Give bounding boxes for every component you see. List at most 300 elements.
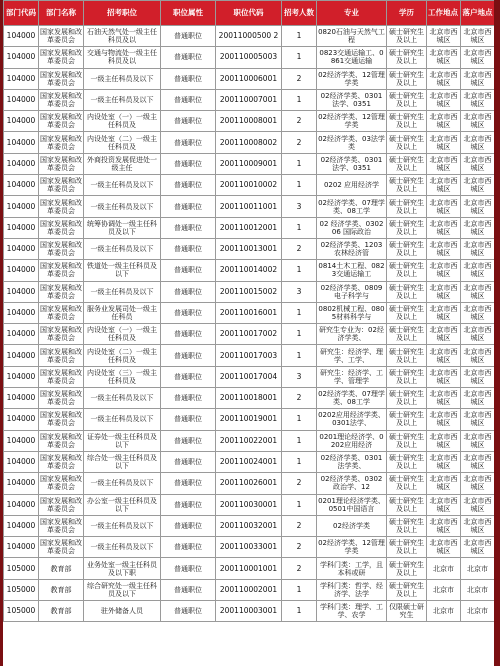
cell-position[interactable]: 一级主任科员及以下 <box>84 281 161 302</box>
cell-headcount[interactable]: 3 <box>282 366 317 387</box>
cell-dept-code[interactable]: 104000 <box>4 324 39 345</box>
cell-hukou-location[interactable]: 北京市西城区 <box>461 515 495 536</box>
cell-work-location[interactable]: 北京市西城区 <box>427 451 461 472</box>
cell-dept-name[interactable]: 国家发展和改革委员会 <box>39 430 84 451</box>
cell-education[interactable]: 硕士研究生及以上 <box>387 47 427 68</box>
cell-work-location[interactable]: 北京市西城区 <box>427 324 461 345</box>
cell-position-code[interactable]: 200110001001 <box>216 558 282 579</box>
cell-work-location[interactable]: 北京市西城区 <box>427 494 461 515</box>
cell-dept-code[interactable]: 104000 <box>4 515 39 536</box>
cell-work-location[interactable]: 北京市 <box>427 601 461 622</box>
cell-major[interactable]: 02经济学类、07理学类、08工学 <box>317 388 387 409</box>
cell-work-location[interactable]: 北京市西城区 <box>427 345 461 366</box>
cell-position[interactable]: 交通与物流处一级主任科员及以 <box>84 47 161 68</box>
cell-position-attr[interactable]: 普通职位 <box>161 175 216 196</box>
cell-dept-name[interactable]: 国家发展和改革委员会 <box>39 153 84 174</box>
cell-dept-name[interactable]: 国家发展和改革委员会 <box>39 281 84 302</box>
cell-hukou-location[interactable]: 北京市西城区 <box>461 537 495 558</box>
cell-position[interactable]: 一级主任科员及以下 <box>84 409 161 430</box>
cell-position-code[interactable]: 200110009001 <box>216 153 282 174</box>
cell-hukou-location[interactable]: 北京市西城区 <box>461 451 495 472</box>
cell-headcount[interactable]: 2 <box>282 537 317 558</box>
cell-position[interactable]: 综合处一级主任科员及以下 <box>84 451 161 472</box>
cell-dept-code[interactable]: 105000 <box>4 601 39 622</box>
cell-dept-name[interactable]: 国家发展和改革委员会 <box>39 473 84 494</box>
cell-dept-code[interactable]: 104000 <box>4 89 39 110</box>
cell-education[interactable]: 硕士研究生及以上 <box>387 515 427 536</box>
cell-headcount[interactable]: 2 <box>282 132 317 153</box>
cell-position-code[interactable]: 200110003001 <box>216 601 282 622</box>
cell-education[interactable]: 硕士研究生及以上 <box>387 558 427 579</box>
cell-education[interactable]: 硕士研究生及以上 <box>387 26 427 47</box>
cell-headcount[interactable]: 1 <box>282 579 317 600</box>
cell-position-attr[interactable]: 普通职位 <box>161 537 216 558</box>
cell-position-code[interactable]: 200110006001 <box>216 68 282 89</box>
cell-dept-code[interactable]: 104000 <box>4 175 39 196</box>
cell-major[interactable]: 学科门类：哲学、经济学、法学 <box>317 579 387 600</box>
cell-headcount[interactable]: 2 <box>282 558 317 579</box>
cell-position[interactable]: 一级主任科员及以下 <box>84 473 161 494</box>
header-dept-code[interactable]: 部门代码 <box>4 1 39 26</box>
cell-headcount[interactable]: 1 <box>282 409 317 430</box>
cell-position-attr[interactable]: 普通职位 <box>161 579 216 600</box>
table-row <box>4 324 495 345</box>
cell-major[interactable]: 02经济学类、03法学类 <box>317 132 387 153</box>
cell-education[interactable]: 仅限硕士研究生 <box>387 601 427 622</box>
cell-dept-code[interactable]: 104000 <box>4 281 39 302</box>
cell-dept-name[interactable]: 国家发展和改革委员会 <box>39 217 84 238</box>
cell-headcount[interactable]: 1 <box>282 153 317 174</box>
cell-headcount[interactable]: 1 <box>282 260 317 281</box>
cell-dept-code[interactable]: 104000 <box>4 451 39 472</box>
cell-position[interactable]: 驻外储备人员 <box>84 601 161 622</box>
cell-dept-name[interactable]: 国家发展和改革委员会 <box>39 26 84 47</box>
cell-education[interactable]: 硕士研究生及以上 <box>387 217 427 238</box>
cell-dept-code[interactable]: 104000 <box>4 153 39 174</box>
header-hukou-location[interactable]: 落户地点 <box>461 1 495 26</box>
table-row <box>4 451 495 472</box>
cell-position-code[interactable]: 200110017002 <box>216 324 282 345</box>
cell-hukou-location[interactable]: 北京市西城区 <box>461 217 495 238</box>
cell-education[interactable]: 硕士研究生及以上 <box>387 494 427 515</box>
cell-position[interactable]: 铁道处一级主任科员及以下 <box>84 260 161 281</box>
cell-dept-name[interactable]: 国家发展和改革委员会 <box>39 175 84 196</box>
cell-work-location[interactable]: 北京市西城区 <box>427 68 461 89</box>
cell-major[interactable]: 02经济学类、0301法学、0351 <box>317 153 387 174</box>
cell-position-attr[interactable]: 普通职位 <box>161 473 216 494</box>
cell-position-attr[interactable]: 普通职位 <box>161 345 216 366</box>
cell-major[interactable]: 学科门类：工学，且本科或研 <box>317 558 387 579</box>
cell-hukou-location[interactable]: 北京市西城区 <box>461 260 495 281</box>
table-row <box>4 345 495 366</box>
cell-dept-name[interactable]: 国家发展和改革委员会 <box>39 388 84 409</box>
cell-education[interactable]: 硕士研究生及以上 <box>387 473 427 494</box>
cell-position-attr[interactable]: 普通职位 <box>161 132 216 153</box>
cell-dept-name[interactable]: 国家发展和改革委员会 <box>39 451 84 472</box>
cell-dept-code[interactable]: 104000 <box>4 217 39 238</box>
cell-work-location[interactable]: 北京市西城区 <box>427 26 461 47</box>
cell-education[interactable]: 硕士研究生及以上 <box>387 537 427 558</box>
cell-position-code[interactable]: 200110005003 <box>216 47 282 68</box>
cell-work-location[interactable]: 北京市 <box>427 579 461 600</box>
cell-dept-name[interactable]: 教育部 <box>39 601 84 622</box>
cell-position-code[interactable]: 200110017003 <box>216 345 282 366</box>
cell-work-location[interactable]: 北京市西城区 <box>427 217 461 238</box>
header-dept-name[interactable]: 部门名称 <box>39 1 84 26</box>
cell-dept-name[interactable]: 国家发展和改革委员会 <box>39 238 84 259</box>
cell-position[interactable]: 办公室一级主任科员及以下 <box>84 494 161 515</box>
cell-headcount[interactable]: 1 <box>282 47 317 68</box>
cell-dept-name[interactable]: 教育部 <box>39 579 84 600</box>
cell-major[interactable]: 学科门类：理学、工学、农学 <box>317 601 387 622</box>
cell-headcount[interactable]: 2 <box>282 473 317 494</box>
cell-work-location[interactable]: 北京市西城区 <box>427 537 461 558</box>
cell-hukou-location[interactable]: 北京市西城区 <box>461 196 495 217</box>
cell-work-location[interactable]: 北京市西城区 <box>427 153 461 174</box>
job-table <box>3 0 494 622</box>
cell-hukou-location[interactable]: 北京市西城区 <box>461 324 495 345</box>
cell-position-attr[interactable]: 普通职位 <box>161 68 216 89</box>
cell-headcount[interactable]: 1 <box>282 601 317 622</box>
cell-position-code[interactable]: 200110014002 <box>216 260 282 281</box>
cell-hukou-location[interactable]: 北京市西城区 <box>461 111 495 132</box>
cell-position-attr[interactable]: 普通职位 <box>161 451 216 472</box>
cell-major[interactable]: 02 经济学类、030206 国际政治 <box>317 217 387 238</box>
cell-work-location[interactable]: 北京市西城区 <box>427 281 461 302</box>
cell-position-code[interactable]: 200110015002 <box>216 281 282 302</box>
cell-dept-name[interactable]: 国家发展和改革委员会 <box>39 302 84 323</box>
cell-dept-code[interactable]: 104000 <box>4 26 39 47</box>
cell-position-attr[interactable]: 普通职位 <box>161 366 216 387</box>
cell-education[interactable]: 硕士研究生及以上 <box>387 89 427 110</box>
header-position[interactable]: 招考职位 <box>84 1 161 26</box>
cell-position-code[interactable]: 200110013001 <box>216 238 282 259</box>
cell-hukou-location[interactable]: 北京市西城区 <box>461 153 495 174</box>
cell-major[interactable]: 0201理论经济学、0202应用经济 <box>317 430 387 451</box>
cell-position[interactable]: 外商投资发展促进处一级主任 <box>84 153 161 174</box>
cell-work-location[interactable]: 北京市 <box>427 558 461 579</box>
cell-hukou-location[interactable]: 北京市西城区 <box>461 175 495 196</box>
cell-headcount[interactable]: 2 <box>282 388 317 409</box>
cell-major[interactable]: 0823交通运输工、0861交通运输 <box>317 47 387 68</box>
cell-work-location[interactable]: 北京市西城区 <box>427 515 461 536</box>
cell-dept-name[interactable]: 国家发展和改革委员会 <box>39 260 84 281</box>
cell-education[interactable]: 硕士研究生及以上 <box>387 409 427 430</box>
cell-dept-code[interactable]: 104000 <box>4 366 39 387</box>
cell-dept-code[interactable]: 104000 <box>4 68 39 89</box>
cell-dept-name[interactable]: 国家发展和改革委员会 <box>39 89 84 110</box>
cell-dept-code[interactable]: 104000 <box>4 494 39 515</box>
table-row <box>4 196 495 217</box>
cell-major[interactable]: 02经济学类 <box>317 515 387 536</box>
cell-major[interactable]: 02经济学类、0301法学、0351 <box>317 89 387 110</box>
cell-position[interactable]: 一级主任科员及以下 <box>84 68 161 89</box>
cell-hukou-location[interactable]: 北京市西城区 <box>461 302 495 323</box>
cell-major[interactable]: 02经济学类、1203农林经济管 <box>317 238 387 259</box>
cell-headcount[interactable]: 2 <box>282 238 317 259</box>
cell-education[interactable]: 硕士研究生及以上 <box>387 68 427 89</box>
cell-hukou-location[interactable]: 北京市西城区 <box>461 68 495 89</box>
cell-position-attr[interactable]: 普通职位 <box>161 111 216 132</box>
cell-position-attr[interactable]: 普通职位 <box>161 196 216 217</box>
cell-position-code[interactable]: 200110008001 <box>216 111 282 132</box>
cell-dept-code[interactable]: 104000 <box>4 537 39 558</box>
cell-hukou-location[interactable]: 北京市西城区 <box>461 430 495 451</box>
cell-dept-name[interactable]: 国家发展和改革委员会 <box>39 515 84 536</box>
header-education[interactable]: 学历 <box>387 1 427 26</box>
cell-education[interactable]: 硕士研究生及以上 <box>387 111 427 132</box>
cell-position-attr[interactable]: 普通职位 <box>161 324 216 345</box>
cell-dept-name[interactable]: 国家发展和改革委员会 <box>39 409 84 430</box>
header-position-code[interactable]: 职位代码 <box>216 1 282 26</box>
cell-position[interactable]: 一级主任科员及以下 <box>84 388 161 409</box>
header-headcount[interactable]: 招考人数 <box>282 1 317 26</box>
cell-hukou-location[interactable]: 北京市西城区 <box>461 47 495 68</box>
cell-major[interactable]: 研究生：经济学、理学、工学、 <box>317 345 387 366</box>
cell-hukou-location[interactable]: 北京市西城区 <box>461 26 495 47</box>
cell-headcount[interactable]: 1 <box>282 324 317 345</box>
header-position-attr[interactable]: 职位属性 <box>161 1 216 26</box>
cell-position-code[interactable]: 200110012001 <box>216 217 282 238</box>
cell-position-attr[interactable]: 普通职位 <box>161 494 216 515</box>
cell-work-location[interactable]: 北京市西城区 <box>427 132 461 153</box>
cell-major[interactable]: 02经济学类、12管理学类 <box>317 537 387 558</box>
cell-dept-code[interactable]: 104000 <box>4 473 39 494</box>
cell-major[interactable]: 0820石油与天然气工程 <box>317 26 387 47</box>
cell-dept-name[interactable]: 教育部 <box>39 558 84 579</box>
cell-hukou-location[interactable]: 北京市西城区 <box>461 89 495 110</box>
cell-dept-name[interactable]: 国家发展和改革委员会 <box>39 111 84 132</box>
cell-major[interactable]: 02经济学类、12管理学类 <box>317 111 387 132</box>
cell-position[interactable]: 统筹协调处一级主任科员及以下 <box>84 217 161 238</box>
cell-major[interactable]: 02经济学类、0302政治学、12 <box>317 473 387 494</box>
cell-education[interactable]: 硕士研究生及以上 <box>387 175 427 196</box>
cell-position-attr[interactable]: 普通职位 <box>161 153 216 174</box>
cell-dept-name[interactable]: 国家发展和改革委员会 <box>39 366 84 387</box>
cell-position-code[interactable]: 200110008002 <box>216 132 282 153</box>
cell-headcount[interactable]: 3 <box>282 281 317 302</box>
cell-position-code[interactable]: 200110016001 <box>216 302 282 323</box>
cell-headcount[interactable]: 1 <box>282 302 317 323</box>
cell-headcount[interactable]: 1 <box>282 430 317 451</box>
table-row <box>4 302 495 323</box>
cell-headcount[interactable]: 1 <box>282 175 317 196</box>
cell-position-attr[interactable]: 普通职位 <box>161 388 216 409</box>
cell-hukou-location[interactable]: 北京市 <box>461 558 495 579</box>
cell-position[interactable]: 内设处室（一）一级主任科员及 <box>84 324 161 345</box>
cell-education[interactable]: 硕士研究生及以上 <box>387 366 427 387</box>
cell-position-attr[interactable]: 普通职位 <box>161 558 216 579</box>
cell-position-attr[interactable]: 普通职位 <box>161 409 216 430</box>
cell-dept-code[interactable]: 104000 <box>4 132 39 153</box>
cell-work-location[interactable]: 北京市西城区 <box>427 47 461 68</box>
cell-education[interactable]: 硕士研究生及以上 <box>387 579 427 600</box>
cell-major[interactable]: 0202应用经济学类、0301法学、 <box>317 409 387 430</box>
cell-position-code[interactable]: 200110030001 <box>216 494 282 515</box>
cell-position-attr[interactable]: 普通职位 <box>161 302 216 323</box>
cell-work-location[interactable]: 北京市西城区 <box>427 366 461 387</box>
cell-dept-name[interactable]: 国家发展和改革委员会 <box>39 537 84 558</box>
cell-dept-code[interactable]: 104000 <box>4 430 39 451</box>
cell-position-code[interactable]: 20011000500 2 <box>216 26 282 47</box>
cell-position-attr[interactable]: 普通职位 <box>161 260 216 281</box>
cell-hukou-location[interactable]: 北京市西城区 <box>461 409 495 430</box>
cell-dept-name[interactable]: 国家发展和改革委员会 <box>39 196 84 217</box>
cell-major[interactable]: 02经济学类、0301法学类、 <box>317 451 387 472</box>
table-body <box>4 26 495 622</box>
cell-work-location[interactable]: 北京市西城区 <box>427 388 461 409</box>
cell-hukou-location[interactable]: 北京市西城区 <box>461 281 495 302</box>
cell-hukou-location[interactable]: 北京市西城区 <box>461 494 495 515</box>
cell-headcount[interactable]: 1 <box>282 89 317 110</box>
cell-dept-name[interactable]: 国家发展和改革委员会 <box>39 345 84 366</box>
cell-major[interactable]: 研究生专业为：02经济学类、 <box>317 324 387 345</box>
cell-position-attr[interactable]: 普通职位 <box>161 601 216 622</box>
cell-dept-name[interactable]: 国家发展和改革委员会 <box>39 324 84 345</box>
cell-work-location[interactable]: 北京市西城区 <box>427 111 461 132</box>
cell-dept-code[interactable]: 104000 <box>4 196 39 217</box>
cell-work-location[interactable]: 北京市西城区 <box>427 302 461 323</box>
cell-hukou-location[interactable]: 北京市西城区 <box>461 366 495 387</box>
cell-position-code[interactable]: 200110017004 <box>216 366 282 387</box>
cell-hukou-location[interactable]: 北京市西城区 <box>461 345 495 366</box>
cell-education[interactable]: 硕士研究生及以上 <box>387 196 427 217</box>
cell-headcount[interactable]: 1 <box>282 494 317 515</box>
cell-headcount[interactable]: 1 <box>282 345 317 366</box>
cell-work-location[interactable]: 北京市西城区 <box>427 473 461 494</box>
cell-education[interactable]: 硕士研究生及以上 <box>387 153 427 174</box>
cell-dept-code[interactable]: 104000 <box>4 388 39 409</box>
cell-education[interactable]: 硕士研究生及以上 <box>387 451 427 472</box>
cell-dept-name[interactable]: 国家发展和改革委员会 <box>39 132 84 153</box>
cell-work-location[interactable]: 北京市西城区 <box>427 238 461 259</box>
cell-position-attr[interactable]: 普通职位 <box>161 26 216 47</box>
cell-dept-code[interactable]: 104000 <box>4 409 39 430</box>
cell-dept-code[interactable]: 104000 <box>4 345 39 366</box>
cell-position[interactable]: 业务处室一级主任科员及以下职 <box>84 558 161 579</box>
header-work-location[interactable] <box>427 1 461 26</box>
cell-position[interactable]: 综合研究处一级主任科员及以下 <box>84 579 161 600</box>
cell-major[interactable]: 02经济学类、0809电子科学与 <box>317 281 387 302</box>
cell-education[interactable]: 硕士研究生及以上 <box>387 388 427 409</box>
cell-headcount[interactable]: 1 <box>282 26 317 47</box>
cell-dept-code[interactable]: 104000 <box>4 260 39 281</box>
cell-position-attr[interactable]: 普通职位 <box>161 515 216 536</box>
cell-headcount[interactable]: 2 <box>282 515 317 536</box>
table-row <box>4 430 495 451</box>
cell-dept-code[interactable]: 104000 <box>4 238 39 259</box>
cell-position[interactable]: 一级主任科员及以下 <box>84 196 161 217</box>
cell-position[interactable]: 内设处室（三）一级主任科员及 <box>84 366 161 387</box>
cell-headcount[interactable]: 1 <box>282 217 317 238</box>
cell-position[interactable]: 证券处一级主任科员及以下 <box>84 430 161 451</box>
cell-work-location[interactable]: 北京市西城区 <box>427 409 461 430</box>
cell-education[interactable]: 硕士研究生及以上 <box>387 430 427 451</box>
cell-headcount[interactable]: 2 <box>282 111 317 132</box>
cell-hukou-location[interactable]: 北京市西城区 <box>461 388 495 409</box>
cell-hukou-location[interactable]: 北京市西城区 <box>461 238 495 259</box>
cell-dept-code[interactable]: 104000 <box>4 111 39 132</box>
cell-position-code[interactable]: 200110032001 <box>216 515 282 536</box>
cell-major[interactable]: 02经济学类、12管理学类 <box>317 68 387 89</box>
header-major[interactable]: 专业 <box>317 1 387 26</box>
cell-education[interactable]: 硕士研究生及以上 <box>387 132 427 153</box>
cell-position-code[interactable]: 200110011001 <box>216 196 282 217</box>
cell-dept-code[interactable]: 105000 <box>4 579 39 600</box>
cell-position-attr[interactable]: 普通职位 <box>161 47 216 68</box>
cell-position-attr[interactable]: 普通职位 <box>161 238 216 259</box>
cell-headcount[interactable]: 2 <box>282 68 317 89</box>
cell-position-attr[interactable]: 普通职位 <box>161 281 216 302</box>
cell-position-code[interactable]: 200110010002 <box>216 175 282 196</box>
table-row <box>4 89 495 110</box>
cell-position-code[interactable]: 200110007001 <box>216 89 282 110</box>
cell-position-code[interactable]: 200110018001 <box>216 388 282 409</box>
cell-work-location[interactable]: 北京市西城区 <box>427 260 461 281</box>
cell-work-location[interactable]: 北京市西城区 <box>427 175 461 196</box>
cell-position[interactable]: 一级主任科员及以下 <box>84 175 161 196</box>
cell-education[interactable]: 硕士研究生及以上 <box>387 345 427 366</box>
cell-hukou-location[interactable]: 北京市西城区 <box>461 132 495 153</box>
cell-dept-code[interactable]: 104000 <box>4 47 39 68</box>
cell-position-code[interactable]: 200110002001 <box>216 579 282 600</box>
cell-education[interactable]: 硕士研究生及以上 <box>387 302 427 323</box>
cell-position-attr[interactable]: 普通职位 <box>161 217 216 238</box>
cell-major[interactable]: 0814土木工程、0823交通运输工 <box>317 260 387 281</box>
cell-education[interactable]: 硕士研究生及以上 <box>387 260 427 281</box>
cell-major[interactable]: 0202 应用经济学 <box>317 175 387 196</box>
cell-position-attr[interactable]: 普通职位 <box>161 430 216 451</box>
cell-hukou-location[interactable]: 北京市 <box>461 601 495 622</box>
cell-hukou-location[interactable]: 北京市 <box>461 579 495 600</box>
cell-position[interactable]: 一级主任科员及以下 <box>84 537 161 558</box>
cell-position-code[interactable]: 200110033001 <box>216 537 282 558</box>
cell-work-location[interactable]: 北京市西城区 <box>427 430 461 451</box>
cell-hukou-location[interactable]: 北京市西城区 <box>461 473 495 494</box>
cell-position[interactable]: 内设处室（二）一级主任科员及 <box>84 132 161 153</box>
cell-position-code[interactable]: 200110019001 <box>216 409 282 430</box>
table-row <box>4 515 495 536</box>
cell-major[interactable]: 0201理论经济学类、0501中国语言 <box>317 494 387 515</box>
cell-position[interactable]: 内设处室（二）一级主任科员及 <box>84 345 161 366</box>
cell-headcount[interactable]: 3 <box>282 196 317 217</box>
cell-position[interactable]: 一级主任科员及以下 <box>84 89 161 110</box>
cell-work-location[interactable]: 北京市西城区 <box>427 89 461 110</box>
cell-major[interactable]: 02经济学类、07理学类、08工学 <box>317 196 387 217</box>
cell-major[interactable]: 0802机械工程、0805材料科学与 <box>317 302 387 323</box>
cell-dept-name[interactable]: 国家发展和改革委员会 <box>39 494 84 515</box>
cell-position-code[interactable]: 200110026001 <box>216 473 282 494</box>
cell-education[interactable]: 硕士研究生及以上 <box>387 324 427 345</box>
cell-work-location[interactable]: 北京市西城区 <box>427 196 461 217</box>
cell-dept-code[interactable]: 105000 <box>4 558 39 579</box>
cell-education[interactable]: 硕士研究生及以上 <box>387 238 427 259</box>
cell-dept-code[interactable]: 104000 <box>4 302 39 323</box>
cell-major[interactable]: 研究生：经济学、工学、管理学 <box>317 366 387 387</box>
cell-dept-name[interactable]: 国家发展和改革委员会 <box>39 47 84 68</box>
cell-dept-name[interactable]: 国家发展和改革委员会 <box>39 68 84 89</box>
cell-position-attr[interactable]: 普通职位 <box>161 89 216 110</box>
cell-position[interactable]: 内设处室（一）一级主任科员及 <box>84 111 161 132</box>
cell-headcount[interactable]: 1 <box>282 451 317 472</box>
cell-position[interactable]: 服务业发展司处一级主任科员 <box>84 302 161 323</box>
cell-position[interactable]: 一级主任科员及以下 <box>84 515 161 536</box>
cell-position[interactable]: 石油天然气处一级主任科员及以 <box>84 26 161 47</box>
cell-position[interactable]: 一级主任科员及以下 <box>84 238 161 259</box>
cell-position-code[interactable]: 200110024001 <box>216 451 282 472</box>
cell-position-code[interactable]: 200110022001 <box>216 430 282 451</box>
cell-education[interactable]: 硕士研究生及以上 <box>387 281 427 302</box>
